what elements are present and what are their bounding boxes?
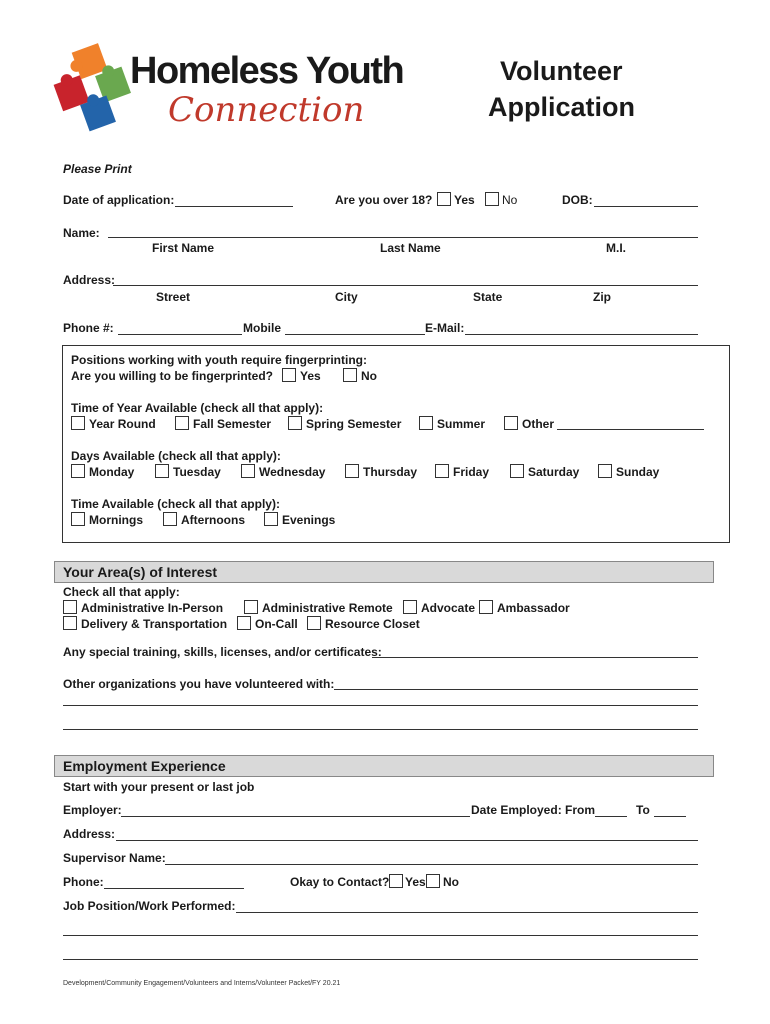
- phone-label: Phone #:: [63, 321, 114, 335]
- on-call-label: On-Call: [255, 617, 298, 631]
- mobile-field[interactable]: [285, 334, 425, 335]
- sunday-label: Sunday: [616, 465, 660, 479]
- email-label: E-Mail:: [425, 321, 465, 335]
- friday-label: Friday: [453, 465, 490, 479]
- resource-closet-checkbox[interactable]: [307, 616, 321, 630]
- other-orgs-line-3[interactable]: [63, 729, 698, 730]
- tuesday-checkbox[interactable]: [155, 464, 169, 478]
- thursday-checkbox[interactable]: [345, 464, 359, 478]
- date-field[interactable]: [175, 206, 293, 207]
- spring-semester-checkbox[interactable]: [288, 416, 302, 430]
- employment-heading: Employment Experience: [63, 758, 226, 774]
- contact-no-checkbox[interactable]: [426, 874, 440, 888]
- other-orgs-label: Other organizations you have volunteered with:: [63, 677, 335, 691]
- logo-text-top: Homeless Youth: [130, 50, 404, 92]
- please-print: Please Print: [63, 162, 132, 176]
- monday-checkbox[interactable]: [71, 464, 85, 478]
- first-name-caption: First Name: [152, 241, 215, 255]
- friday-checkbox[interactable]: [435, 464, 449, 478]
- afternoons-label: Afternoons: [181, 513, 245, 527]
- ambassador-label: Ambassador: [497, 601, 570, 615]
- ambassador-checkbox[interactable]: [479, 600, 493, 614]
- employer-phone-label: Phone:: [63, 875, 104, 889]
- dob-field[interactable]: [594, 206, 698, 207]
- employment-start-note: Start with your present or last job: [63, 780, 255, 794]
- okay-contact-label: Okay to Contact?: [290, 875, 390, 889]
- delivery-label: Delivery & Transportation: [81, 617, 228, 631]
- fingerprint-question: Are you willing to be fingerprinted?: [71, 369, 274, 383]
- over18-yes-label: Yes: [454, 193, 475, 207]
- contact-no-label: No: [443, 875, 459, 889]
- time-of-year-heading: Time of Year Available (check all that apply):: [71, 401, 324, 415]
- other-season-checkbox[interactable]: [504, 416, 518, 430]
- other-orgs-field[interactable]: [334, 689, 698, 690]
- logo-text-bottom: Connection: [168, 90, 365, 130]
- over18-label: Are you over 18?: [335, 193, 433, 207]
- dob-label: DOB:: [562, 193, 593, 207]
- wednesday-checkbox[interactable]: [241, 464, 255, 478]
- interest-heading: Your Area(s) of Interest: [63, 564, 218, 580]
- training-field[interactable]: [372, 657, 698, 658]
- contact-yes-checkbox[interactable]: [389, 874, 403, 888]
- name-label: Name:: [63, 226, 100, 240]
- admin-remote-checkbox[interactable]: [244, 600, 258, 614]
- employer-address-label: Address:: [63, 827, 116, 841]
- sunday-checkbox[interactable]: [598, 464, 612, 478]
- name-field[interactable]: [108, 237, 698, 238]
- supervisor-label: Supervisor Name:: [63, 851, 166, 865]
- mornings-label: Mornings: [89, 513, 143, 527]
- job-position-line-3[interactable]: [63, 959, 698, 960]
- evenings-label: Evenings: [282, 513, 336, 527]
- fingerprint-yes-checkbox[interactable]: [282, 368, 296, 382]
- employer-label: Employer:: [63, 803, 122, 817]
- resource-closet-label: Resource Closet: [325, 617, 420, 631]
- afternoons-checkbox[interactable]: [163, 512, 177, 526]
- delivery-checkbox[interactable]: [63, 616, 77, 630]
- address-field[interactable]: [113, 285, 698, 286]
- over18-no-checkbox[interactable]: [485, 192, 499, 206]
- date-employed-label: Date Employed: From: [471, 803, 596, 817]
- saturday-label: Saturday: [528, 465, 580, 479]
- fingerprint-no-label: No: [361, 369, 377, 383]
- job-position-line-2[interactable]: [63, 935, 698, 936]
- fall-semester-checkbox[interactable]: [175, 416, 189, 430]
- employer-address-field[interactable]: [116, 840, 698, 841]
- over18-yes-checkbox[interactable]: [437, 192, 451, 206]
- date-label: Date of application:: [63, 193, 175, 207]
- thursday-label: Thursday: [363, 465, 418, 479]
- year-round-label: Year Round: [89, 417, 156, 431]
- on-call-checkbox[interactable]: [237, 616, 251, 630]
- date-to-label: To: [636, 803, 650, 817]
- saturday-checkbox[interactable]: [510, 464, 524, 478]
- employer-field[interactable]: [121, 816, 470, 817]
- mi-caption: M.I.: [606, 241, 626, 255]
- supervisor-field[interactable]: [165, 864, 698, 865]
- check-all-apply: Check all that apply:: [63, 585, 180, 599]
- year-round-checkbox[interactable]: [71, 416, 85, 430]
- spring-semester-label: Spring Semester: [306, 417, 402, 431]
- date-to-field[interactable]: [654, 816, 686, 817]
- admin-in-person-label: Administrative In-Person: [81, 601, 224, 615]
- fingerprint-notice: Positions working with youth require fingerprinting:: [71, 353, 367, 367]
- email-field[interactable]: [465, 334, 698, 335]
- mornings-checkbox[interactable]: [71, 512, 85, 526]
- monday-label: Monday: [89, 465, 135, 479]
- admin-remote-label: Administrative Remote: [262, 601, 393, 615]
- fingerprint-yes-label: Yes: [300, 369, 321, 383]
- phone-field[interactable]: [118, 334, 242, 335]
- page-title-line1: Volunteer: [500, 56, 623, 86]
- evenings-checkbox[interactable]: [264, 512, 278, 526]
- job-position-field[interactable]: [236, 912, 698, 913]
- city-caption: City: [335, 290, 358, 304]
- tuesday-label: Tuesday: [173, 465, 221, 479]
- summer-label: Summer: [437, 417, 486, 431]
- over18-no-label: No: [502, 193, 518, 207]
- contact-yes-label: Yes: [405, 875, 426, 889]
- state-caption: State: [473, 290, 503, 304]
- page-title-line2: Application: [488, 92, 635, 122]
- wednesday-label: Wednesday: [259, 465, 326, 479]
- job-position-label: Job Position/Work Performed:: [63, 899, 236, 913]
- advocate-label: Advocate: [421, 601, 476, 615]
- time-available-heading: Time Available (check all that apply):: [71, 497, 280, 511]
- zip-caption: Zip: [593, 290, 611, 304]
- mobile-label: Mobile: [243, 321, 281, 335]
- fingerprint-no-checkbox[interactable]: [343, 368, 357, 382]
- advocate-checkbox[interactable]: [403, 600, 417, 614]
- summer-checkbox[interactable]: [419, 416, 433, 430]
- admin-in-person-checkbox[interactable]: [63, 600, 77, 614]
- date-from-field[interactable]: [595, 816, 627, 817]
- other-orgs-line-2[interactable]: [63, 705, 698, 706]
- address-label: Address:: [63, 273, 116, 287]
- days-heading: Days Available (check all that apply):: [71, 449, 281, 463]
- footer-path: Development/Community Engagement/Volunteers and Interns/Volunteer Packet/FY 20.21: [63, 980, 341, 987]
- other-season-label: Other: [522, 417, 555, 431]
- employment-section-header: [54, 755, 714, 777]
- interest-section-header: [54, 561, 714, 583]
- logo: [48, 40, 408, 140]
- fall-semester-label: Fall Semester: [193, 417, 272, 431]
- other-season-field[interactable]: [557, 429, 704, 430]
- employer-phone-field[interactable]: [104, 888, 244, 889]
- training-label: Any special training, skills, licenses, and/or certificates:: [63, 645, 382, 659]
- street-caption: Street: [156, 290, 191, 304]
- last-name-caption: Last Name: [380, 241, 441, 255]
